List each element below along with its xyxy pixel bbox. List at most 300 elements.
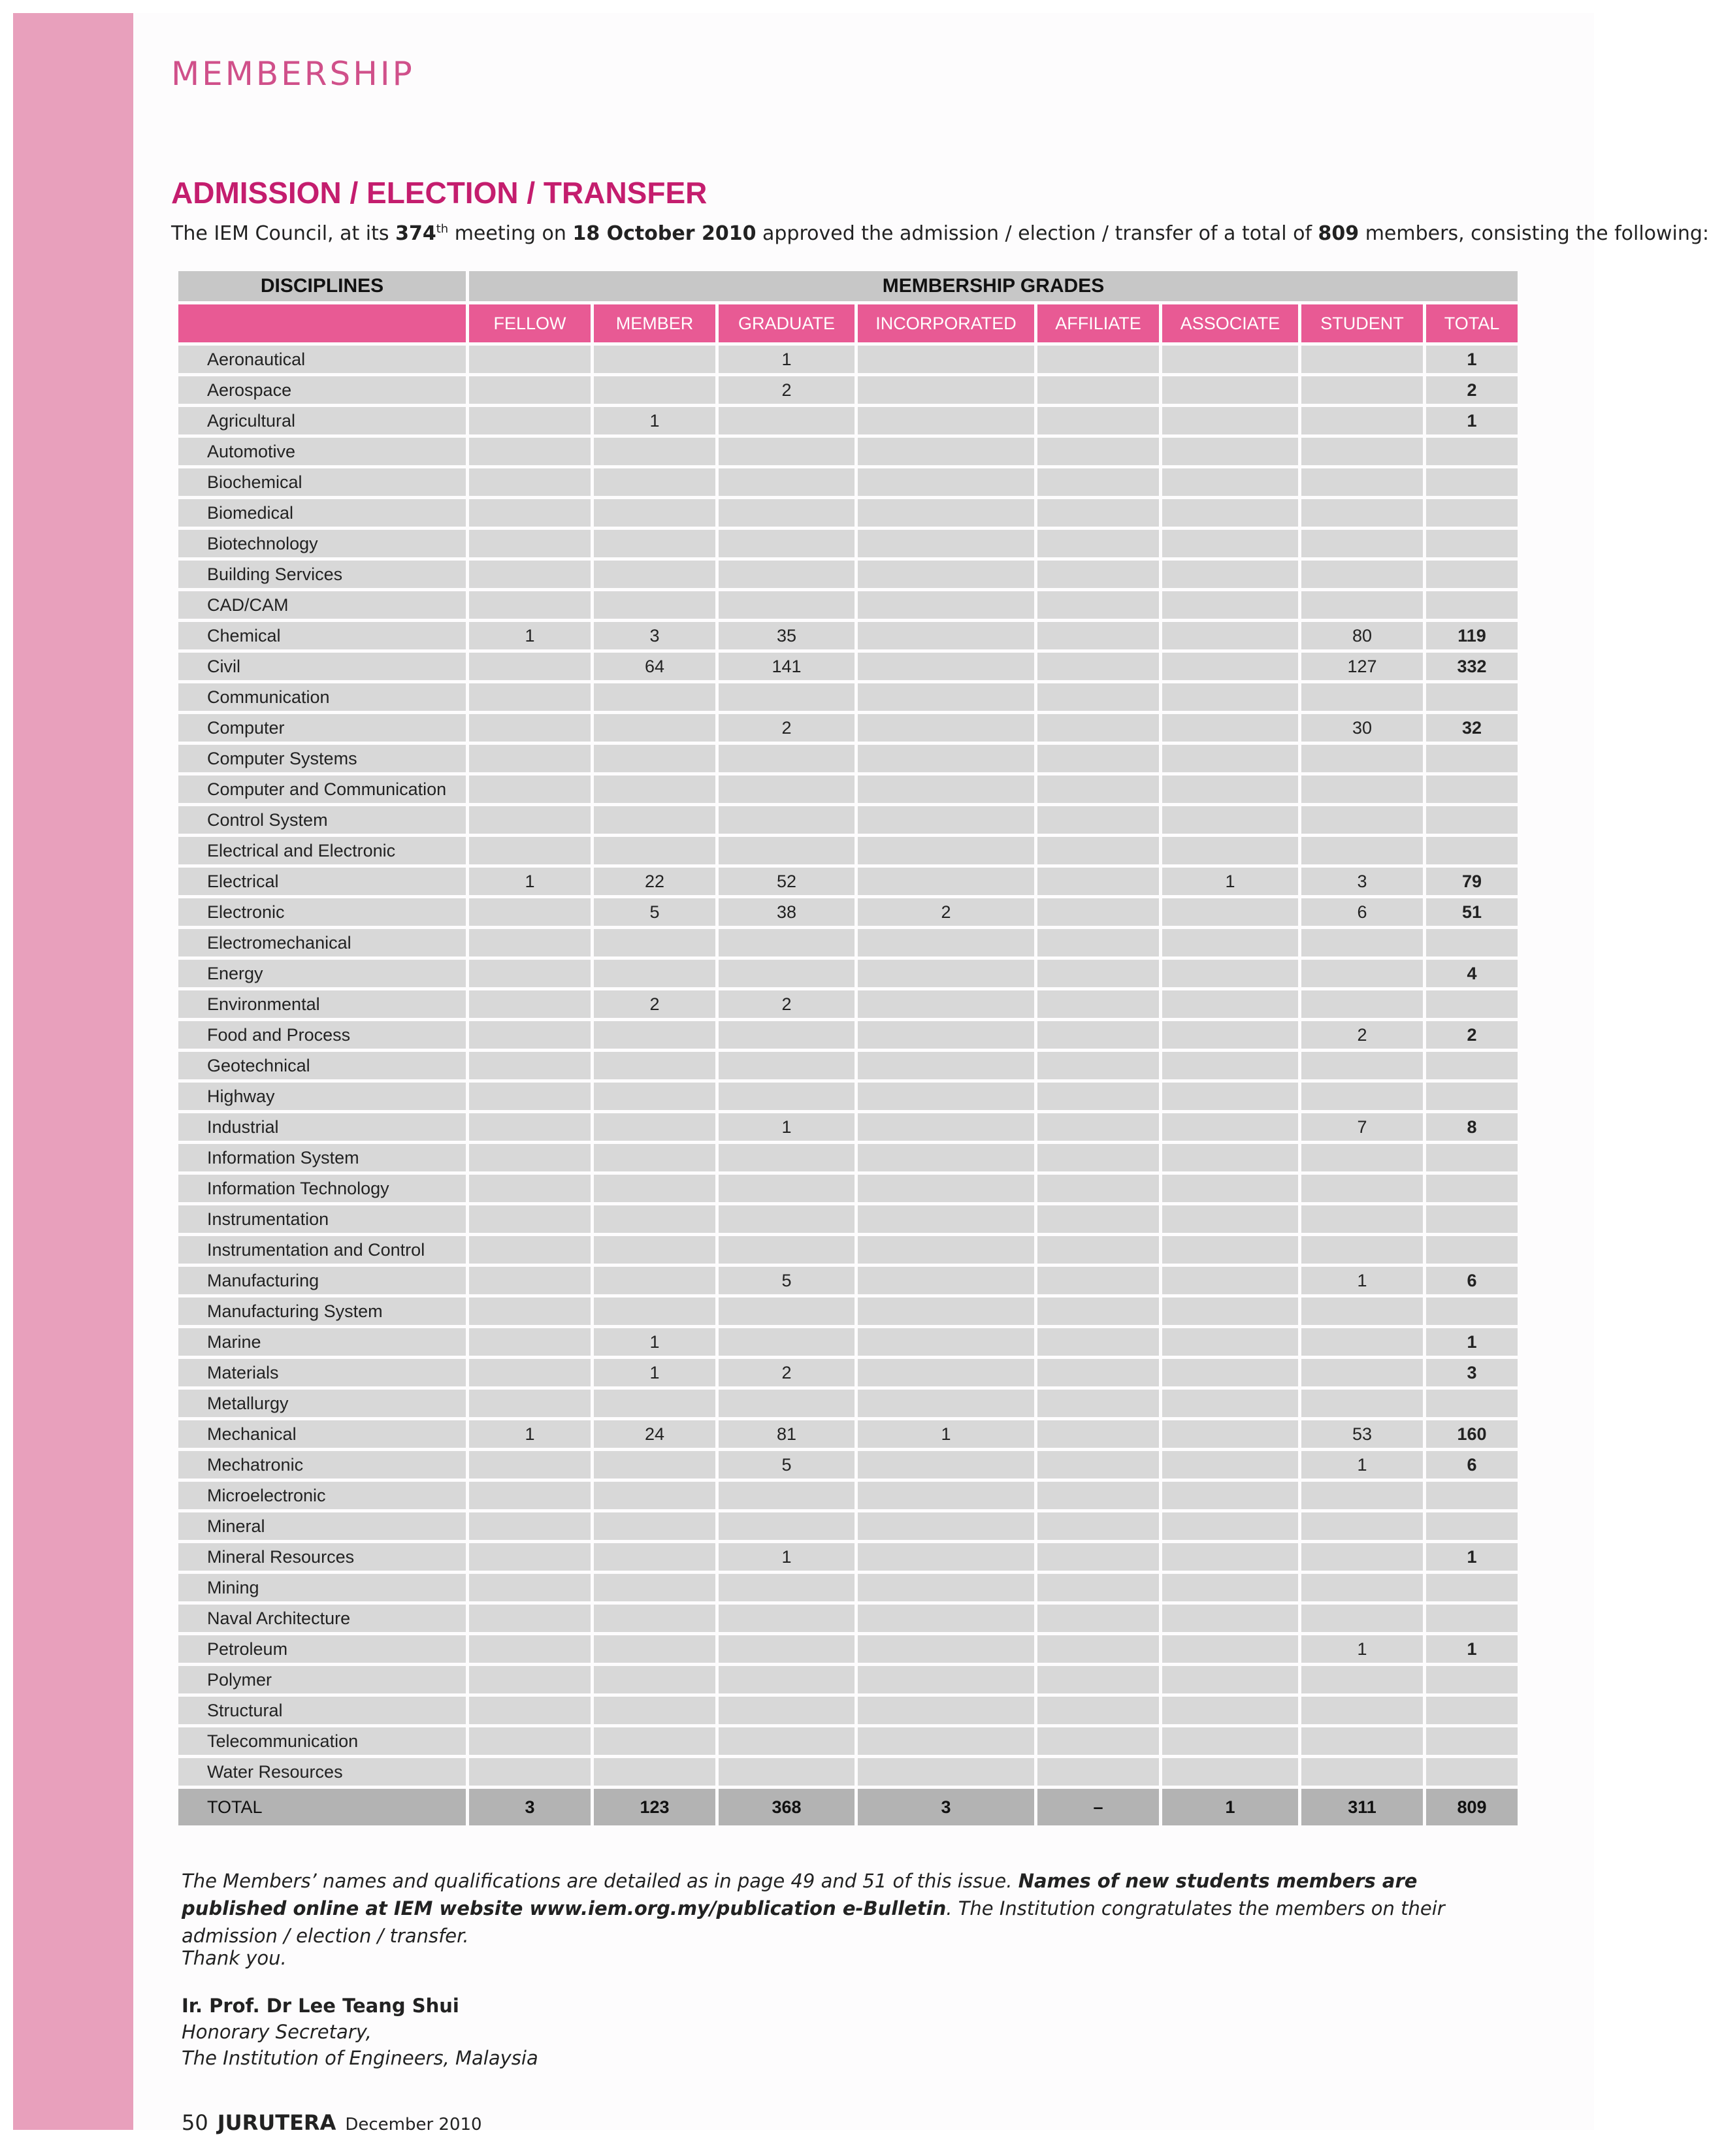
table-row bbox=[178, 1083, 1518, 1110]
value-cell-affiliate bbox=[1037, 653, 1159, 680]
value-cell-associate bbox=[1162, 653, 1298, 680]
discipline-cell: Electrical and Electronic bbox=[178, 837, 466, 864]
value-cell-student bbox=[1301, 1605, 1423, 1632]
value-cell-affiliate bbox=[1037, 1758, 1159, 1786]
intro-post: members, consisting the following: bbox=[1359, 222, 1709, 245]
value-cell-member bbox=[594, 438, 715, 465]
value-cell-incorporated bbox=[858, 530, 1034, 557]
table-row bbox=[178, 837, 1518, 864]
value-cell-affiliate bbox=[1037, 622, 1159, 649]
value-cell-fellow bbox=[469, 468, 591, 496]
value-cell-graduate bbox=[719, 1512, 854, 1540]
value-cell-student: 2 bbox=[1301, 1021, 1423, 1049]
value-cell-graduate: 1 bbox=[719, 1113, 854, 1141]
value-cell-total: 2 bbox=[1426, 1021, 1518, 1049]
value-cell-total bbox=[1426, 468, 1518, 496]
value-cell-incorporated bbox=[858, 837, 1034, 864]
note-bulletin-link[interactable]: Names of new students members are published online at IEM website www.iem.org.my/publication e-Bulletin bbox=[182, 1870, 1418, 1919]
value-cell-associate bbox=[1162, 1328, 1298, 1356]
discipline-cell: Biotechnology bbox=[178, 530, 466, 557]
value-cell-fellow bbox=[469, 376, 591, 404]
value-cell-student: 30 bbox=[1301, 714, 1423, 742]
value-cell-incorporated bbox=[858, 683, 1034, 711]
table-row bbox=[178, 868, 1518, 895]
value-cell-fellow bbox=[469, 1328, 591, 1356]
value-cell-total bbox=[1426, 1574, 1518, 1601]
discipline-cell: Aerospace bbox=[178, 376, 466, 404]
value-cell-incorporated bbox=[858, 1298, 1034, 1325]
value-cell-affiliate bbox=[1037, 1298, 1159, 1325]
value-cell-graduate bbox=[719, 1390, 854, 1417]
value-cell-fellow bbox=[469, 346, 591, 373]
value-cell-associate bbox=[1162, 1697, 1298, 1724]
value-cell-fellow bbox=[469, 1390, 591, 1417]
value-cell-affiliate bbox=[1037, 1175, 1159, 1202]
value-cell-student bbox=[1301, 499, 1423, 527]
value-cell-student bbox=[1301, 1328, 1423, 1356]
value-cell-associate bbox=[1162, 499, 1298, 527]
table-row bbox=[178, 468, 1518, 496]
value-cell-member: 22 bbox=[594, 868, 715, 895]
value-cell-member: 24 bbox=[594, 1420, 715, 1448]
value-cell-member bbox=[594, 837, 715, 864]
value-cell-student bbox=[1301, 683, 1423, 711]
table-row bbox=[178, 1113, 1518, 1141]
value-cell-associate bbox=[1162, 1574, 1298, 1601]
value-cell-graduate bbox=[719, 499, 854, 527]
column-header-student: STUDENT bbox=[1301, 304, 1423, 342]
value-cell-incorporated bbox=[858, 1758, 1034, 1786]
value-cell-student: 1 bbox=[1301, 1267, 1423, 1294]
value-cell-member bbox=[594, 1083, 715, 1110]
table-row bbox=[178, 530, 1518, 557]
value-cell-graduate: 35 bbox=[719, 622, 854, 649]
discipline-cell: Biochemical bbox=[178, 468, 466, 496]
value-cell-fellow bbox=[469, 990, 591, 1018]
value-cell-student bbox=[1301, 1543, 1423, 1571]
value-cell-student bbox=[1301, 806, 1423, 834]
value-cell-student bbox=[1301, 1205, 1423, 1233]
value-cell-associate: 1 bbox=[1162, 1789, 1298, 1825]
value-cell-incorporated bbox=[858, 990, 1034, 1018]
value-cell-total: 1 bbox=[1426, 1635, 1518, 1663]
value-cell-member: 5 bbox=[594, 898, 715, 926]
column-header-graduate: GRADUATE bbox=[719, 304, 854, 342]
value-cell-graduate bbox=[719, 407, 854, 434]
discipline-cell: Computer Systems bbox=[178, 745, 466, 772]
value-cell-affiliate bbox=[1037, 1144, 1159, 1171]
value-cell-student bbox=[1301, 1666, 1423, 1693]
table-row bbox=[178, 1144, 1518, 1171]
value-cell-student bbox=[1301, 1574, 1423, 1601]
value-cell-graduate bbox=[719, 1482, 854, 1509]
signatory-name: Ir. Prof. Dr Lee Teang Shui bbox=[182, 1995, 459, 2017]
value-cell-total: 2 bbox=[1426, 376, 1518, 404]
table-row bbox=[178, 499, 1518, 527]
value-cell-associate bbox=[1162, 776, 1298, 803]
value-cell-associate bbox=[1162, 990, 1298, 1018]
value-cell-member bbox=[594, 1298, 715, 1325]
value-cell-fellow bbox=[469, 1727, 591, 1755]
value-cell-associate bbox=[1162, 1083, 1298, 1110]
value-cell-affiliate bbox=[1037, 1666, 1159, 1693]
discipline-cell: Automotive bbox=[178, 438, 466, 465]
value-cell-associate bbox=[1162, 1482, 1298, 1509]
value-cell-total bbox=[1426, 1605, 1518, 1632]
value-cell-total bbox=[1426, 806, 1518, 834]
value-cell-incorporated bbox=[858, 1666, 1034, 1693]
value-cell-incorporated bbox=[858, 1359, 1034, 1386]
table-row bbox=[178, 407, 1518, 434]
left-color-band bbox=[13, 13, 133, 2130]
value-cell-affiliate bbox=[1037, 1390, 1159, 1417]
value-cell-associate bbox=[1162, 683, 1298, 711]
value-cell-fellow: 3 bbox=[469, 1789, 591, 1825]
value-cell-student bbox=[1301, 530, 1423, 557]
value-cell-affiliate bbox=[1037, 346, 1159, 373]
value-cell-graduate bbox=[719, 683, 854, 711]
table-row bbox=[178, 806, 1518, 834]
value-cell-fellow bbox=[469, 683, 591, 711]
intro-mid2: approved the admission / election / transfer of a total of bbox=[756, 222, 1318, 245]
value-cell-graduate bbox=[719, 776, 854, 803]
value-cell-associate bbox=[1162, 561, 1298, 588]
value-cell-affiliate bbox=[1037, 837, 1159, 864]
value-cell-total bbox=[1426, 530, 1518, 557]
value-cell-affiliate bbox=[1037, 683, 1159, 711]
discipline-cell: Materials bbox=[178, 1359, 466, 1386]
discipline-cell: Petroleum bbox=[178, 1635, 466, 1663]
value-cell-total bbox=[1426, 1727, 1518, 1755]
value-cell-affiliate bbox=[1037, 499, 1159, 527]
value-cell-total bbox=[1426, 837, 1518, 864]
meeting-suffix: th bbox=[436, 222, 449, 236]
value-cell-graduate bbox=[719, 1298, 854, 1325]
value-cell-student bbox=[1301, 929, 1423, 956]
value-cell-student bbox=[1301, 407, 1423, 434]
value-cell-student bbox=[1301, 468, 1423, 496]
value-cell-member bbox=[594, 346, 715, 373]
value-cell-affiliate bbox=[1037, 376, 1159, 404]
value-cell-member: 64 bbox=[594, 653, 715, 680]
value-cell-fellow bbox=[469, 1083, 591, 1110]
value-cell-affiliate bbox=[1037, 1697, 1159, 1724]
value-cell-fellow bbox=[469, 1298, 591, 1325]
value-cell-fellow bbox=[469, 438, 591, 465]
value-cell-graduate bbox=[719, 1205, 854, 1233]
discipline-cell: Information Technology bbox=[178, 1175, 466, 1202]
value-cell-associate bbox=[1162, 591, 1298, 619]
value-cell-graduate: 38 bbox=[719, 898, 854, 926]
discipline-cell: Aeronautical bbox=[178, 346, 466, 373]
table-row bbox=[178, 1543, 1518, 1571]
discipline-cell: Mineral Resources bbox=[178, 1543, 466, 1571]
table-row bbox=[178, 1052, 1518, 1079]
value-cell-incorporated bbox=[858, 776, 1034, 803]
value-cell-incorporated bbox=[858, 438, 1034, 465]
value-cell-total bbox=[1426, 776, 1518, 803]
value-cell-incorporated: 2 bbox=[858, 898, 1034, 926]
value-cell-affiliate bbox=[1037, 1420, 1159, 1448]
value-cell-graduate bbox=[719, 591, 854, 619]
value-cell-incorporated bbox=[858, 591, 1034, 619]
value-cell-student: 53 bbox=[1301, 1420, 1423, 1448]
intro-paragraph bbox=[171, 222, 1709, 245]
value-cell-total bbox=[1426, 1175, 1518, 1202]
value-cell-affiliate bbox=[1037, 1236, 1159, 1264]
note-part1: The Members’ names and qualifications are detailed as in page 49 and 51 of this issue. bbox=[182, 1870, 1018, 1892]
value-cell-fellow bbox=[469, 561, 591, 588]
page-heading: ADMISSION / ELECTION / TRANSFER bbox=[171, 176, 708, 210]
discipline-cell: TOTAL bbox=[178, 1789, 466, 1825]
value-cell-affiliate bbox=[1037, 468, 1159, 496]
table-row bbox=[178, 1298, 1518, 1325]
value-cell-member bbox=[594, 960, 715, 987]
table-row bbox=[178, 1021, 1518, 1049]
table-row bbox=[178, 1727, 1518, 1755]
value-cell-affiliate bbox=[1037, 745, 1159, 772]
issue-date: December 2010 bbox=[345, 2115, 482, 2134]
value-cell-incorporated bbox=[858, 561, 1034, 588]
value-cell-fellow: 1 bbox=[469, 622, 591, 649]
value-cell-associate bbox=[1162, 898, 1298, 926]
value-cell-associate bbox=[1162, 1605, 1298, 1632]
value-cell-student bbox=[1301, 990, 1423, 1018]
value-cell-graduate bbox=[719, 745, 854, 772]
value-cell-total bbox=[1426, 1052, 1518, 1079]
discipline-cell: Structural bbox=[178, 1697, 466, 1724]
value-cell-fellow bbox=[469, 1021, 591, 1049]
value-cell-member bbox=[594, 591, 715, 619]
signatory-org: The Institution of Engineers, Malaysia bbox=[182, 2047, 538, 2069]
value-cell-fellow bbox=[469, 837, 591, 864]
signatory-title: Honorary Secretary, bbox=[182, 2021, 372, 2043]
discipline-cell: Water Resources bbox=[178, 1758, 466, 1786]
value-cell-student bbox=[1301, 1052, 1423, 1079]
value-cell-incorporated bbox=[858, 1390, 1034, 1417]
column-header-fellow: FELLOW bbox=[469, 304, 591, 342]
table-row bbox=[178, 1451, 1518, 1478]
value-cell-student bbox=[1301, 376, 1423, 404]
value-cell-total bbox=[1426, 1083, 1518, 1110]
value-cell-member bbox=[594, 1697, 715, 1724]
value-cell-member bbox=[594, 1727, 715, 1755]
value-cell-graduate bbox=[719, 1175, 854, 1202]
membership-table bbox=[175, 268, 1521, 1829]
value-cell-fellow bbox=[469, 898, 591, 926]
discipline-cell: Chemical bbox=[178, 622, 466, 649]
value-cell-associate bbox=[1162, 1144, 1298, 1171]
value-cell-affiliate bbox=[1037, 898, 1159, 926]
value-cell-student bbox=[1301, 561, 1423, 588]
members-note bbox=[182, 1867, 1521, 1950]
intro-mid: meeting on bbox=[448, 222, 573, 245]
value-cell-incorporated bbox=[858, 653, 1034, 680]
members-total: 809 bbox=[1318, 222, 1359, 245]
value-cell-associate bbox=[1162, 1205, 1298, 1233]
value-cell-total: 1 bbox=[1426, 407, 1518, 434]
value-cell-student bbox=[1301, 1298, 1423, 1325]
value-cell-fellow bbox=[469, 530, 591, 557]
table-row bbox=[178, 1205, 1518, 1233]
value-cell-student bbox=[1301, 1175, 1423, 1202]
value-cell-fellow bbox=[469, 1512, 591, 1540]
value-cell-graduate bbox=[719, 1021, 854, 1049]
value-cell-incorporated bbox=[858, 1697, 1034, 1724]
discipline-cell: Civil bbox=[178, 653, 466, 680]
value-cell-affiliate bbox=[1037, 806, 1159, 834]
value-cell-total bbox=[1426, 745, 1518, 772]
value-cell-associate: 1 bbox=[1162, 868, 1298, 895]
table-row bbox=[178, 1390, 1518, 1417]
value-cell-affiliate bbox=[1037, 561, 1159, 588]
table-row bbox=[178, 929, 1518, 956]
value-cell-fellow bbox=[469, 745, 591, 772]
discipline-cell: Food and Process bbox=[178, 1021, 466, 1049]
value-cell-affiliate: – bbox=[1037, 1789, 1159, 1825]
value-cell-total: 6 bbox=[1426, 1451, 1518, 1478]
disciplines-header: DISCIPLINES bbox=[178, 271, 466, 301]
value-cell-incorporated bbox=[858, 1512, 1034, 1540]
value-cell-graduate bbox=[719, 1144, 854, 1171]
value-cell-total: 4 bbox=[1426, 960, 1518, 987]
value-cell-incorporated bbox=[858, 960, 1034, 987]
table-row bbox=[178, 1482, 1518, 1509]
value-cell-total: 3 bbox=[1426, 1359, 1518, 1386]
discipline-cell: Mechatronic bbox=[178, 1451, 466, 1478]
discipline-cell: Electromechanical bbox=[178, 929, 466, 956]
discipline-cell: Control System bbox=[178, 806, 466, 834]
value-cell-affiliate bbox=[1037, 407, 1159, 434]
discipline-cell: Naval Architecture bbox=[178, 1605, 466, 1632]
value-cell-member: 1 bbox=[594, 1328, 715, 1356]
discipline-cell: Marine bbox=[178, 1328, 466, 1356]
table-row bbox=[178, 1236, 1518, 1264]
discipline-cell: Electrical bbox=[178, 868, 466, 895]
discipline-cell: Biomedical bbox=[178, 499, 466, 527]
value-cell-fellow bbox=[469, 1574, 591, 1601]
discipline-cell: Metallurgy bbox=[178, 1390, 466, 1417]
value-cell-fellow bbox=[469, 714, 591, 742]
value-cell-total bbox=[1426, 1512, 1518, 1540]
value-cell-affiliate bbox=[1037, 868, 1159, 895]
membership-grades-header: MEMBERSHIP GRADES bbox=[469, 271, 1518, 301]
value-cell-member bbox=[594, 1512, 715, 1540]
discipline-cell: Microelectronic bbox=[178, 1482, 466, 1509]
intro-pre: The IEM Council, at its bbox=[171, 222, 396, 245]
value-cell-graduate: 141 bbox=[719, 653, 854, 680]
value-cell-incorporated bbox=[858, 1574, 1034, 1601]
table-row bbox=[178, 990, 1518, 1018]
value-cell-incorporated bbox=[858, 1267, 1034, 1294]
value-cell-affiliate bbox=[1037, 591, 1159, 619]
value-cell-member bbox=[594, 714, 715, 742]
value-cell-associate bbox=[1162, 1175, 1298, 1202]
value-cell-member bbox=[594, 1052, 715, 1079]
value-cell-graduate bbox=[719, 806, 854, 834]
column-header-associate: ASSOCIATE bbox=[1162, 304, 1298, 342]
page-number: 50 bbox=[182, 2110, 208, 2135]
value-cell-fellow bbox=[469, 591, 591, 619]
value-cell-member bbox=[594, 1758, 715, 1786]
value-cell-graduate: 368 bbox=[719, 1789, 854, 1825]
value-cell-incorporated bbox=[858, 346, 1034, 373]
value-cell-graduate bbox=[719, 530, 854, 557]
discipline-cell: Computer and Communication bbox=[178, 776, 466, 803]
meeting-number: 374 bbox=[395, 222, 436, 245]
value-cell-associate bbox=[1162, 1113, 1298, 1141]
value-cell-graduate bbox=[719, 1758, 854, 1786]
value-cell-member bbox=[594, 1574, 715, 1601]
table-row bbox=[178, 1328, 1518, 1356]
value-cell-graduate bbox=[719, 929, 854, 956]
discipline-cell: Instrumentation bbox=[178, 1205, 466, 1233]
value-cell-total: 51 bbox=[1426, 898, 1518, 926]
value-cell-associate bbox=[1162, 1021, 1298, 1049]
value-cell-graduate bbox=[719, 1052, 854, 1079]
value-cell-associate bbox=[1162, 960, 1298, 987]
column-header-row bbox=[178, 304, 1518, 342]
value-cell-total bbox=[1426, 683, 1518, 711]
value-cell-total: 332 bbox=[1426, 653, 1518, 680]
value-cell-total bbox=[1426, 1236, 1518, 1264]
value-cell-member bbox=[594, 776, 715, 803]
value-cell-graduate bbox=[719, 1727, 854, 1755]
value-cell-member: 1 bbox=[594, 1359, 715, 1386]
value-cell-associate bbox=[1162, 1052, 1298, 1079]
value-cell-member bbox=[594, 468, 715, 496]
value-cell-incorporated: 3 bbox=[858, 1789, 1034, 1825]
value-cell-graduate: 1 bbox=[719, 1543, 854, 1571]
value-cell-affiliate bbox=[1037, 1328, 1159, 1356]
value-cell-total: 160 bbox=[1426, 1420, 1518, 1448]
value-cell-total bbox=[1426, 929, 1518, 956]
value-cell-fellow bbox=[469, 653, 591, 680]
discipline-column-header bbox=[178, 304, 466, 342]
discipline-cell: Manufacturing System bbox=[178, 1298, 466, 1325]
value-cell-member bbox=[594, 1236, 715, 1264]
value-cell-associate bbox=[1162, 806, 1298, 834]
table-row bbox=[178, 1605, 1518, 1632]
table-row bbox=[178, 653, 1518, 680]
value-cell-affiliate bbox=[1037, 1267, 1159, 1294]
value-cell-incorporated bbox=[858, 1543, 1034, 1571]
value-cell-fellow bbox=[469, 1359, 591, 1386]
value-cell-incorporated bbox=[858, 1236, 1034, 1264]
table-row bbox=[178, 960, 1518, 987]
value-cell-student bbox=[1301, 591, 1423, 619]
value-cell-total bbox=[1426, 561, 1518, 588]
table-row bbox=[178, 1666, 1518, 1693]
discipline-cell: Computer bbox=[178, 714, 466, 742]
value-cell-total: 79 bbox=[1426, 868, 1518, 895]
value-cell-member bbox=[594, 745, 715, 772]
value-cell-fellow bbox=[469, 1543, 591, 1571]
value-cell-graduate bbox=[719, 438, 854, 465]
value-cell-student bbox=[1301, 346, 1423, 373]
value-cell-fellow bbox=[469, 929, 591, 956]
value-cell-student bbox=[1301, 1697, 1423, 1724]
value-cell-affiliate bbox=[1037, 1021, 1159, 1049]
value-cell-member bbox=[594, 1543, 715, 1571]
value-cell-student: 80 bbox=[1301, 622, 1423, 649]
value-cell-associate bbox=[1162, 1236, 1298, 1264]
value-cell-student bbox=[1301, 1758, 1423, 1786]
discipline-cell: Mining bbox=[178, 1574, 466, 1601]
value-cell-affiliate bbox=[1037, 1359, 1159, 1386]
value-cell-member: 2 bbox=[594, 990, 715, 1018]
value-cell-student: 6 bbox=[1301, 898, 1423, 926]
